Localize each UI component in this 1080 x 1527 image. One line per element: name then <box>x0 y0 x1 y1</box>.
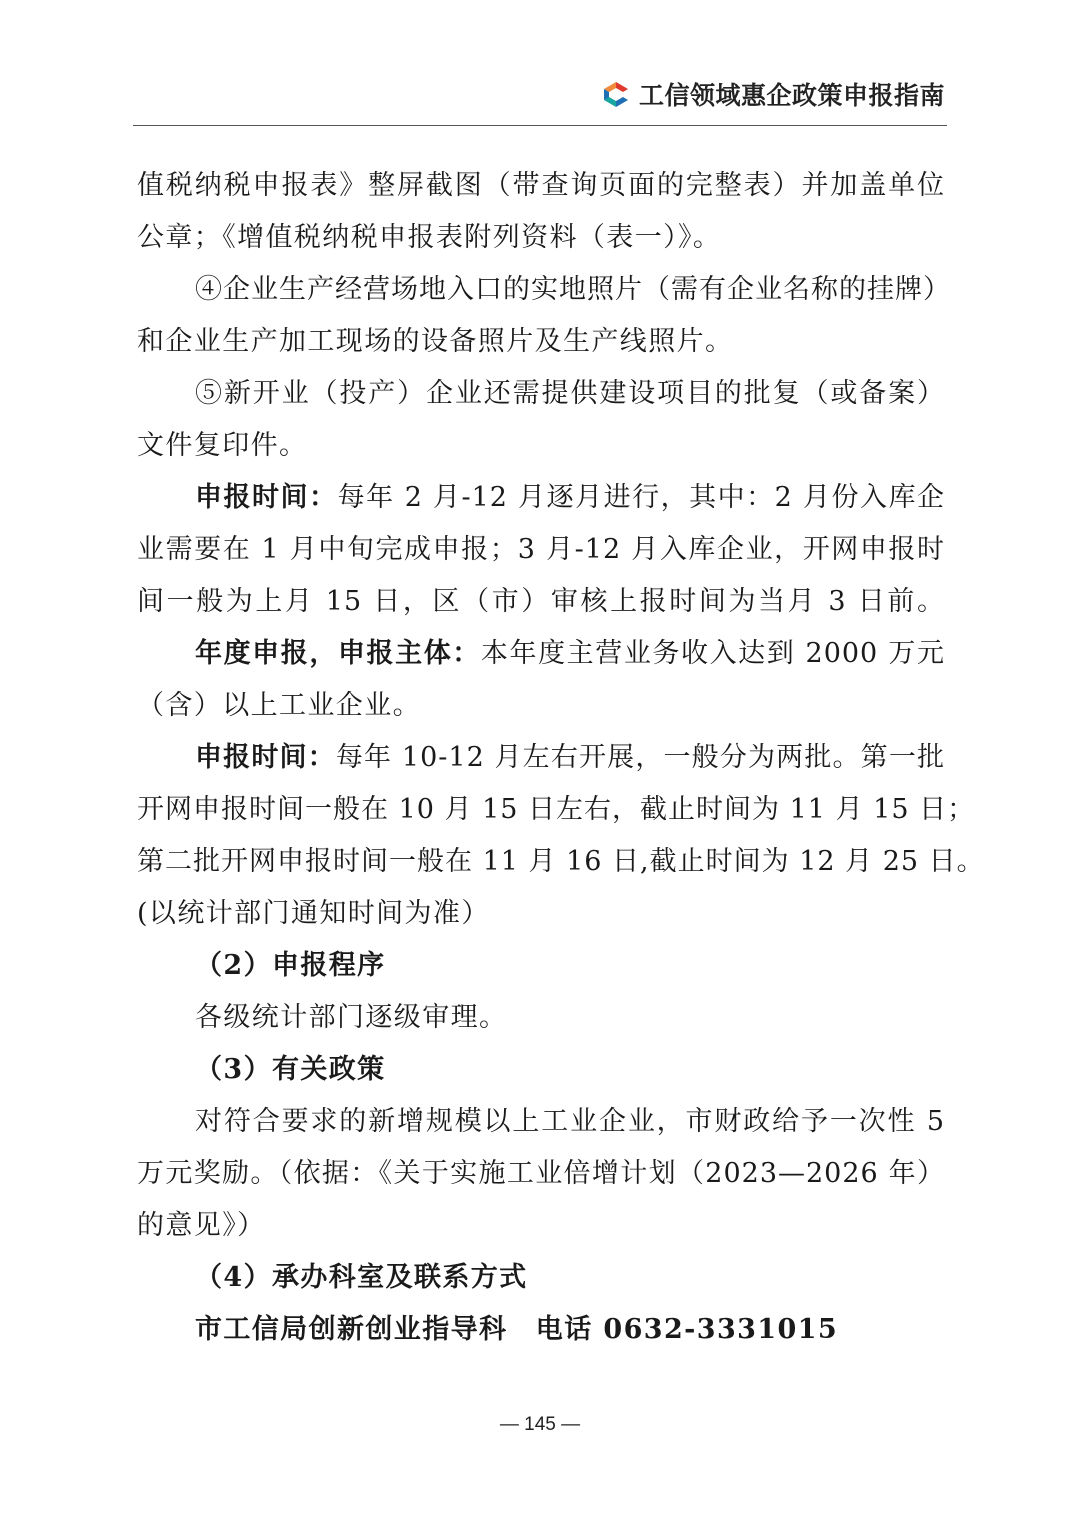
body-line: 值税纳税申报表》整屏截图（带查询页面的完整表）并加盖单位 <box>137 170 945 201</box>
page-header <box>601 76 945 112</box>
body-line: 间一般为上月 15 日，区（市）审核上报时间为当月 3 日前。 <box>137 586 945 617</box>
body-line: 开网申报时间一般在 10 月 15 日左右，截止时间为 11 月 15 日； <box>137 794 976 825</box>
body-line: 各级统计部门逐级审理。 <box>195 1002 508 1033</box>
body-line: ⑤新开业（投产）企业还需提供建设项目的批复（或备案） <box>195 378 945 409</box>
body-text: 本年度主营业务收入达到 2000 万元 <box>480 638 945 669</box>
body-line: 对符合要求的新增规模以上工业企业，市财政给予一次性 5 <box>195 1106 945 1137</box>
document-body <box>137 160 985 1356</box>
body-line <box>137 472 945 524</box>
logo-icon <box>601 79 631 109</box>
body-line: 万元奖励。（依据：《关于实施工业倍增计划（2023—2026 年） <box>137 1158 945 1189</box>
body-line: 的意见》） <box>137 1210 266 1241</box>
body-line: ④企业生产经营场地入口的实地照片（需有企业名称的挂牌） <box>195 274 951 305</box>
label-bold: 申报时间： <box>195 742 336 773</box>
section-heading: （3）有关政策 <box>195 1054 386 1085</box>
section-heading: （4）承办科室及联系方式 <box>195 1262 528 1293</box>
header-title: 工信领域惠企政策申报指南 <box>638 81 945 110</box>
body-line: 和企业生产加工现场的设备照片及生产线照片。 <box>137 326 734 357</box>
label-bold: 年度申报，申报主体： <box>195 638 481 669</box>
body-line <box>137 628 945 680</box>
body-line: (以统计部门通知时间为准） <box>137 898 490 929</box>
body-line <box>137 732 945 784</box>
body-line: 文件复印件。 <box>137 430 308 461</box>
body-line: 业需要在 1 月中旬完成申报；3 月-12 月入库企业，开网申报时 <box>137 534 945 565</box>
body-line: （含）以上工业企业。 <box>137 690 421 721</box>
contact-line: 市工信局创新创业指导科 电话 0632-3331015 <box>195 1314 839 1345</box>
body-text: 每年 10-12 月左右开展，一般分为两批。第一批 <box>335 742 945 773</box>
page-number: — 145 — <box>499 1414 581 1435</box>
label-bold: 申报时间： <box>195 482 338 513</box>
body-line: 第二批开网申报时间一般在 11 月 16 日,截止时间为 12 月 25 日。 <box>137 846 985 877</box>
header-divider <box>133 125 947 126</box>
body-text: 每年 2 月-12 月逐月进行，其中：2 月份入库企 <box>337 482 946 513</box>
body-line: 公章；《增值税纳税申报表附列资料（表一）》。 <box>137 222 722 253</box>
section-heading: （2）申报程序 <box>195 950 386 981</box>
